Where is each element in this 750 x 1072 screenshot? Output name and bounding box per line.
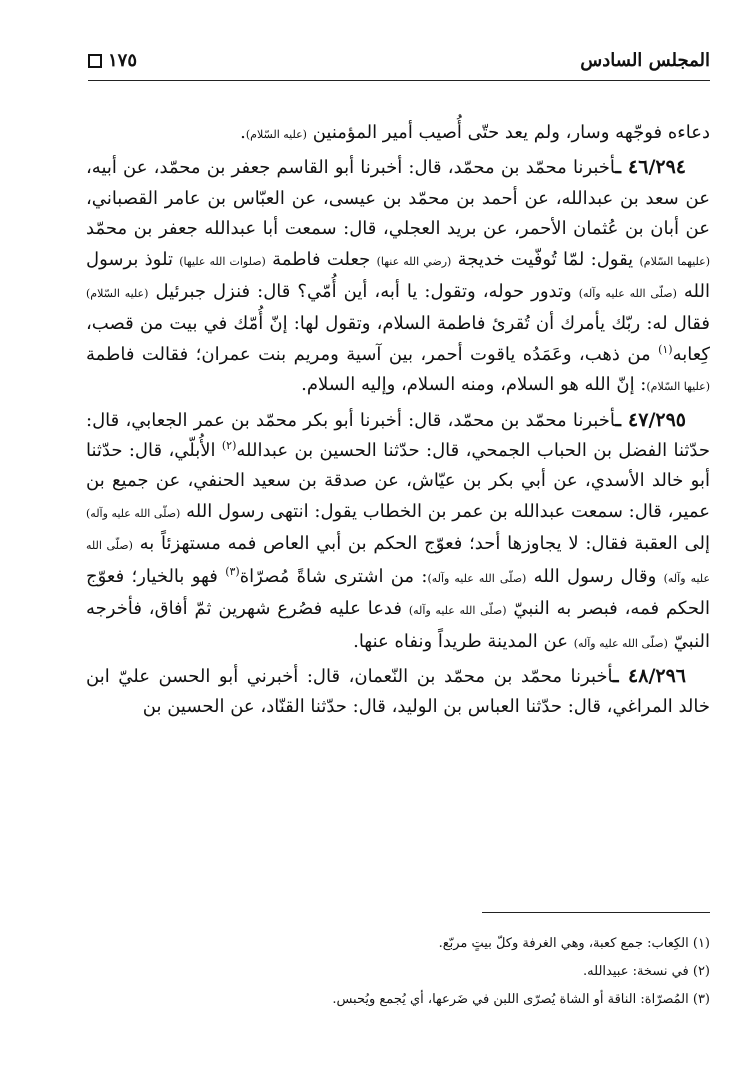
text-segment: . xyxy=(240,122,246,143)
text-segment: يقول: لمّا تُوفّيت خديجة xyxy=(451,248,640,270)
honorific: (صلّى الله عليه وآله) xyxy=(578,287,677,301)
hadith-paragraph xyxy=(86,405,710,659)
footnote-ref: (٣) xyxy=(225,564,240,578)
honorific: (رضي الله عنها) xyxy=(376,254,452,268)
honorific: (عليه السّلام) xyxy=(86,287,149,301)
footnote-3: (٣) المُصرّاة: الناقة أو الشاة يُصرّى اللبن في ضَرعها، أي يُجمع ويُحبس. xyxy=(332,992,710,1007)
text-segment: الأُبلّي، قال: حدّثنا أبو خالد الأسدي، عن أبي بكر بن عيّاش، عن صدقة بن سعيد الحنفي، عن جميع بن عمير، قال: سمعت عبدالله بن عمر بن الخطاب يقول: انتهى رسول الله xyxy=(86,440,710,522)
page-number xyxy=(88,50,137,71)
honorific: (صلّى الله عليه وآله) xyxy=(408,604,507,618)
footnote-ref: (١) xyxy=(658,342,673,356)
footnote-2: (٢) في نسخة: عبيدالله. xyxy=(583,964,710,979)
running-title: المجلس السادس xyxy=(580,50,710,71)
footnote-ref: (٢) xyxy=(221,439,237,453)
text-segment: جعلت فاطمة xyxy=(265,248,377,270)
paragraph-continuation xyxy=(86,118,710,150)
footnotes xyxy=(86,930,710,1014)
text-segment: : إنّ الله هو السلام، ومنه السلام، وإليه السلام. xyxy=(301,374,647,396)
page-number-text: ١٧٥ xyxy=(108,50,138,71)
honorific: (عليه السّلام) xyxy=(245,128,307,141)
square-box-icon xyxy=(88,54,102,68)
hadith-number: ٤٨/٢٩٦ ـ xyxy=(613,664,686,687)
footnote-divider xyxy=(482,912,710,913)
honorific: (صلّى الله عليه وآله) xyxy=(86,539,711,585)
text-segment: عن المدينة طريداً ونفاه عنها. xyxy=(353,630,574,652)
page-header xyxy=(88,50,710,76)
honorific: (صلّى الله عليه وآله) xyxy=(573,636,668,650)
text-segment: إلى العقبة فقال: لا يجاوزها أحد؛ فعوّج الحكم بن أبي العاص فمه مستهزئاً به xyxy=(132,533,710,555)
text-segment: : من اشترى شاةً مُصرّاة xyxy=(239,565,428,587)
text-segment: تلوذ برسول الله xyxy=(86,248,710,303)
honorific: (صلّى الله عليه وآله) xyxy=(86,506,181,520)
footnote-1: (١) الكِعاب: جمع كعبة، وهي الغرفة وكلّ بيتٍ مربّع. xyxy=(438,936,710,951)
text-segment: أخبرنا محمّد بن محمّد، قال: أخبرنا أبو القاسم جعفر بن محمّد، عن أبيه، عن سعد بن عبدالله، عن أحمد بن محمّد بن عيسى، عن العبّاس بن عامر القصباني، عن أبان بن عُثمان الأحمر، عن بريد العجلي، قال: سمعت أبا عبدالله جعفر بن محمّد xyxy=(86,157,710,240)
text-segment: فهو بالخيار؛ فعوّج الحكم فمه، فبصر به النبيّ xyxy=(86,565,710,620)
text-segment: وقال رسول الله xyxy=(526,565,664,587)
text-segment: فقال له: ربّك يأمرك أن تُقرئ فاطمة السلام، وتقول لها: إنّ أُمّك في بيت من قصب، كِعابه xyxy=(86,313,710,365)
honorific: (صلوات الله عليها) xyxy=(179,254,266,268)
text-segment: دعاءه فوجّهه وسار، ولم يعد حتّى أُصيب أمير المؤمنين xyxy=(306,122,710,143)
hadith-number: ٤٧/٢٩٥ ـ xyxy=(615,408,686,431)
honorific: (صلّى الله عليه وآله) xyxy=(427,571,527,585)
hadith-paragraph xyxy=(86,152,710,402)
hadith-paragraph xyxy=(86,661,710,723)
header-divider xyxy=(88,80,710,81)
hadith-number: ٤٦/٢٩٤ ـ xyxy=(615,156,686,179)
text-segment: وتدور حوله، وتقول: يا أبه، أين أُمّي؟ قال: فنزل جبرئيل xyxy=(148,281,579,303)
honorific: (عليهما السّلام) xyxy=(639,254,710,268)
text-segment: من ذهب، وعَمَدُه ياقوت أحمر، بين آسية ومريم بنت عمران؛ فقالت فاطمة xyxy=(86,343,659,365)
honorific: (عليها السّلام) xyxy=(646,380,710,394)
text-segment: أخبرنا محمّد بن محمّد بن النّعمان، قال: أخبرني أبو الحسن عليّ ابن خالد المراغي، قال: حدّثنا العباس بن الوليد، قال: حدّثنا القنّاد، عن الحسين بن xyxy=(86,665,710,718)
text-segment: أخبرنا محمّد بن محمّد، قال: أخبرنا أبو بكر محمّد بن عمر الجعابي، قال: حدّثنا الفضل بن الحباب الجمحي، قال: حدّثنا الحسين بن عبدالله xyxy=(86,409,710,462)
main-text xyxy=(86,118,710,723)
text-segment: فدعا عليه فصُرع شهرين ثمّ أفاق، فأخرجه النبيّ xyxy=(86,598,710,652)
